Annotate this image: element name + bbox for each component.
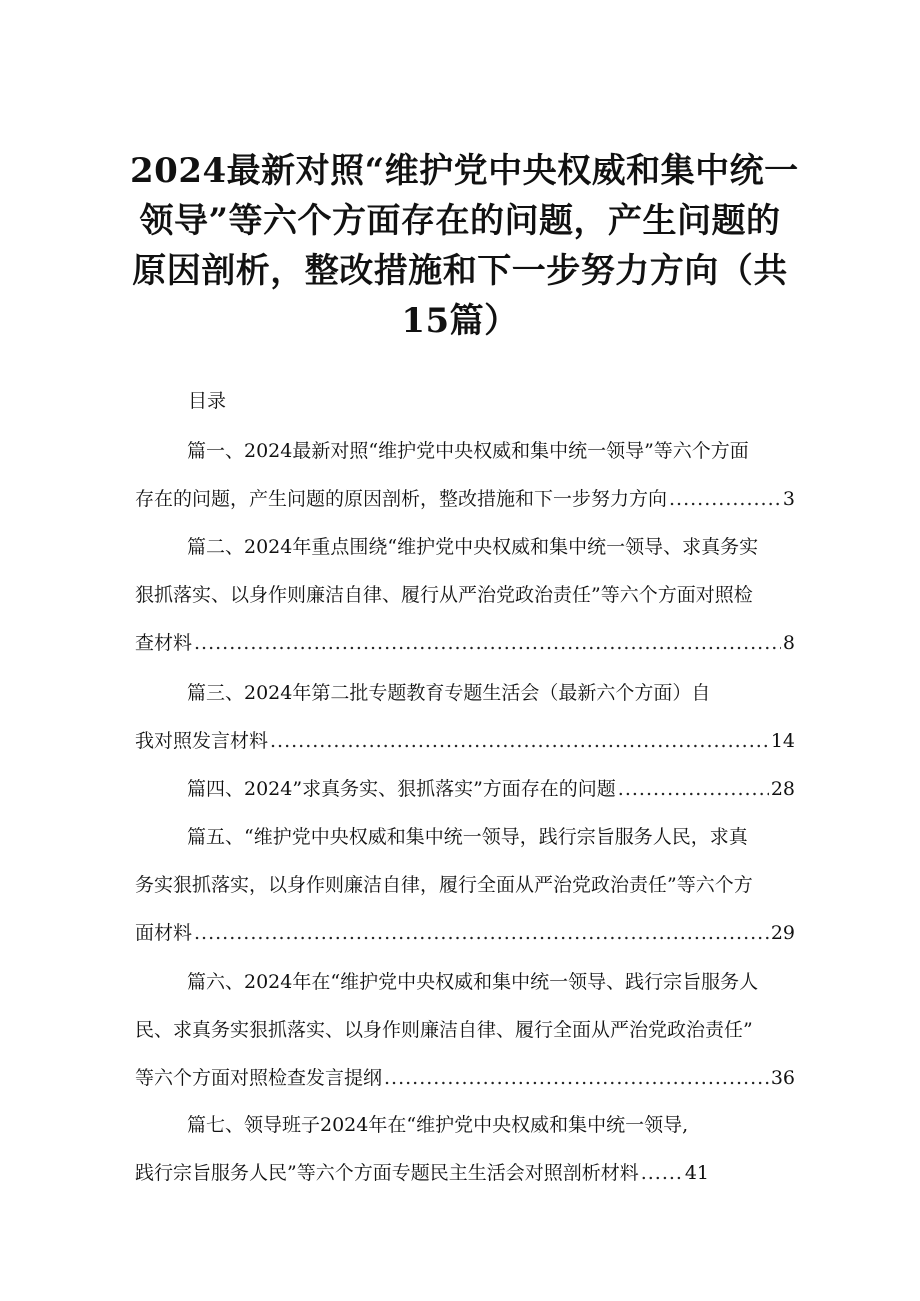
toc-entry-leader-line	[135, 909, 795, 957]
toc-page-number: 29	[770, 922, 795, 944]
dot-leader	[641, 1149, 683, 1197]
toc-entry-leader-line	[135, 717, 795, 765]
dot-leader	[194, 619, 781, 667]
toc-entry-text: 篇七、领导班子2024年在“维护党中央权威和集中统一领导,	[187, 1114, 689, 1136]
toc-page-number: 14	[770, 730, 795, 752]
toc-entry-leader-line	[135, 475, 795, 523]
toc-entry-text: 我对照发言材料	[135, 730, 269, 752]
toc-entry-leader-line	[135, 1149, 709, 1197]
toc-entry-4[interactable]	[135, 765, 795, 813]
toc-entry-6[interactable]	[135, 958, 795, 1102]
toc-entry-7[interactable]	[135, 1101, 709, 1197]
toc-entry-text: 篇一、2024最新对照“维护党中央权威和集中统一领导”等六个方面	[187, 440, 749, 462]
toc-entry-2[interactable]	[135, 523, 795, 667]
toc-entry-leader-line	[135, 619, 795, 667]
dot-leader	[669, 475, 781, 523]
toc-entry-text: 篇六、2024年在“维护党中央权威和集中统一领导、践行宗旨服务人	[187, 971, 759, 993]
title-line: 原因剖析，整改措施和下一步努力方向（共	[132, 251, 788, 291]
toc-entry-text: 狠抓落实、以身作则廉洁自律、履行从严治党政治责任”等六个方面对照检	[135, 584, 753, 606]
toc-entry-text: 篇四、2024”求真务实、狠抓落实”方面存在的问题	[187, 778, 616, 800]
toc-entry-text: 等六个方面对照检查发言提纲	[135, 1067, 383, 1089]
document-title	[130, 146, 799, 346]
toc-entry-text: 务实狠抓落实，以身作则廉洁自律，履行全面从严治党政治责任”等六个方	[135, 874, 753, 896]
toc-entry-text: 篇三、2024年第二批专题教育专题生活会（最新六个方面）自	[187, 682, 711, 704]
toc-page-number: 28	[770, 778, 795, 800]
toc-entry-text: 篇二、2024年重点围绕“维护党中央权威和集中统一领导、求真务实	[187, 536, 759, 558]
toc-entry-text: 面材料	[135, 922, 193, 944]
toc-page-number: 41	[684, 1162, 709, 1184]
title-line: 领导”等六个方面存在的问题，产生问题的	[139, 201, 781, 241]
toc-entry-text: 存在的问题，产生问题的原因剖析，整改措施和下一步努力方向	[135, 488, 668, 510]
title-line: 15篇）	[401, 301, 519, 341]
toc-page-number: 36	[770, 1067, 795, 1089]
toc-entry-5[interactable]	[135, 813, 795, 957]
toc-entry-text: 民、求真务实狠抓落实、以身作则廉洁自律、履行全面从严治党政治责任”	[135, 1019, 753, 1041]
toc-entry-text: 篇五、“维护党中央权威和集中统一领导，践行宗旨服务人民，求真	[187, 826, 748, 848]
toc-page-number: 3	[782, 488, 795, 510]
toc-entry-text: 查材料	[135, 632, 193, 654]
dot-leader	[618, 765, 769, 813]
toc-entry-3[interactable]	[135, 669, 795, 765]
toc-entry-leader-line	[135, 765, 795, 813]
toc-heading: 目录	[188, 390, 227, 412]
dot-leader	[384, 1054, 769, 1102]
toc-page-number: 8	[782, 632, 795, 654]
title-line: 2024最新对照“维护党中央权威和集中统一	[130, 151, 799, 191]
dot-leader	[194, 909, 769, 957]
toc-entry-leader-line	[135, 1054, 795, 1102]
dot-leader	[270, 717, 769, 765]
toc-entry-text: 践行宗旨服务人民”等六个方面专题民主生活会对照剖析材料	[135, 1162, 639, 1184]
toc-entry-1[interactable]	[135, 427, 795, 523]
